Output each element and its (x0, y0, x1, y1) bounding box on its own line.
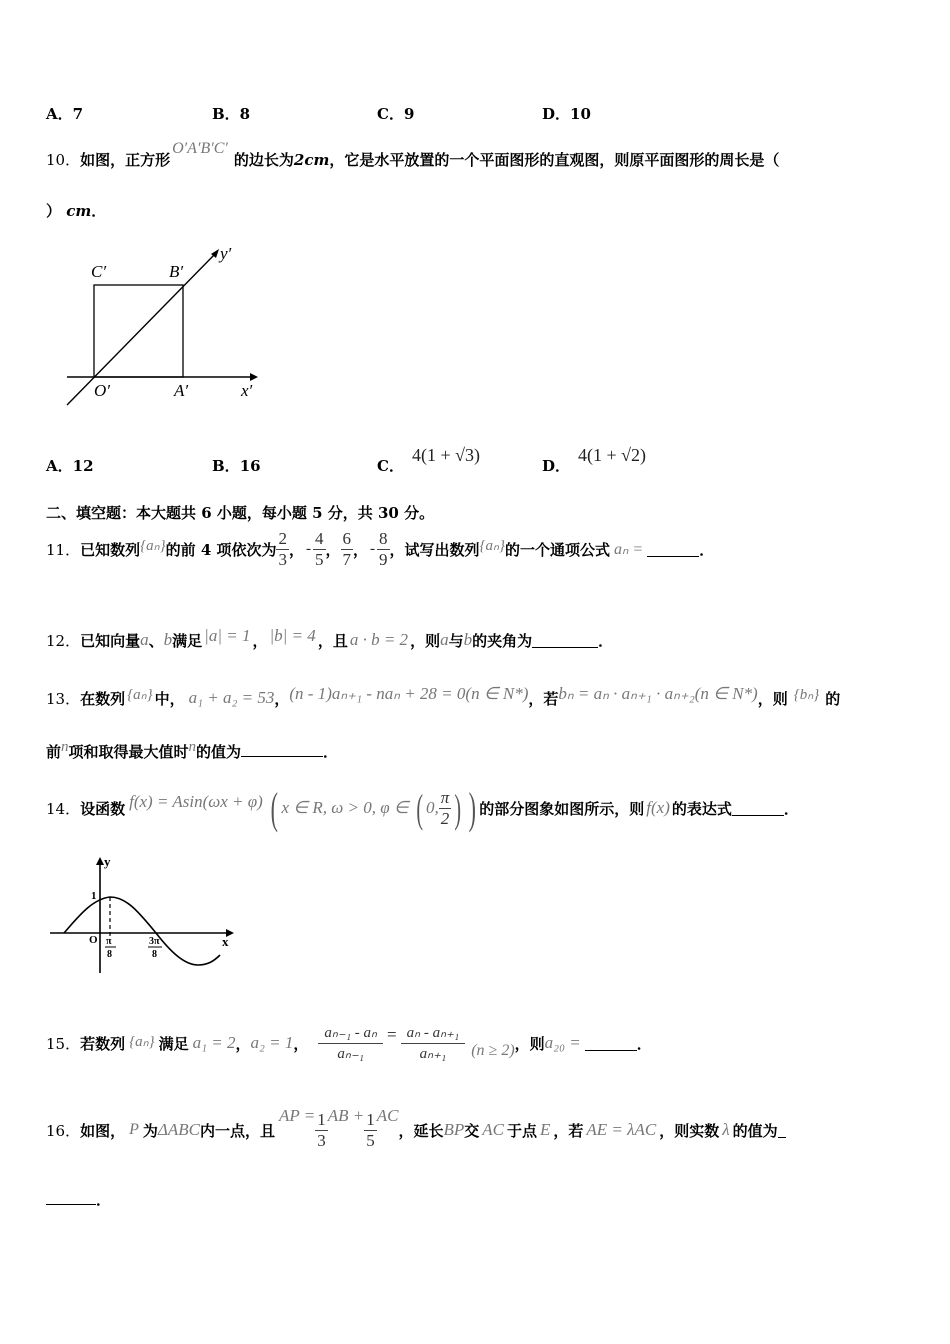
q12-cond-3: a · b = 2 (349, 630, 409, 649)
q9-option-a: A．7 (46, 105, 84, 123)
svg-text:O: O (89, 934, 98, 946)
q11-term-4: $\frac{8}{9}$ (379, 528, 388, 569)
q13-answer-blank[interactable] (241, 742, 323, 757)
q16-coef-1: $\frac{1}{3}$ (317, 1109, 326, 1150)
q14-graph (48, 855, 238, 975)
svg-text:π: π (106, 936, 112, 947)
q16-answer-blank[interactable] (46, 1190, 96, 1205)
q13-cond-1: a₁ + a₂ = 53 (188, 688, 275, 707)
q10-option-c: C．4(1 + √3) (377, 445, 480, 475)
q12-cond-1: |a| = 1 (204, 626, 251, 645)
svg-text:1: 1 (91, 890, 97, 902)
q13-cond-2: (n - 1)aₙ₊₁ - naₙ + 28 = 0(n ∈ N*) (289, 684, 529, 703)
label-o-prime: O′ (94, 381, 110, 400)
q11-term-2: $\frac{4}{5}$ (315, 528, 324, 569)
q15-answer-blank[interactable] (585, 1036, 637, 1051)
q10-number: 10． (46, 151, 81, 169)
q11-seq: {aₙ} (140, 537, 166, 554)
q10-figure (55, 235, 270, 410)
q10-rest: 的边长为 (233, 151, 294, 169)
q10-text (46, 140, 780, 170)
q15-frac-2: $\frac{\text{aₙ - aₙ₊₁}}{\text{aₙ₊₁}}$ (401, 1023, 466, 1064)
q13-cond-3: bₙ = aₙ · aₙ₊₁ · aₙ₊₂(n ∈ N*) (558, 684, 758, 703)
q13-text: 13． 在数列 {aₙ} 中， a₁ + a₂ = 53 ， (n - 1)aₙ₊₁ - naₙ + 28 = 0(n ∈ N*) ，若 bₙ = aₙ · aₙ₊₁ · aₙ₊₂(n ∈ N*) ，则 {bₙ} 的 (46, 684, 841, 708)
q14-text: 14． 设函数 f(x) = Asin(ωx + φ) ( x ∈ R, ω > 0, φ ∈ ( 0, $\frac{\pi}{2}$ ) ) 的部分图象如图所示，则 f(x) 的表达式 ． (46, 783, 799, 833)
q12-cond-2: |b| = 4 (269, 626, 316, 645)
svg-text:8: 8 (152, 949, 157, 960)
label-c-prime: C′ (91, 262, 107, 281)
q15-text: 15． 若数列 {aₙ} 满足 a₁ = 2 ， a₂ = 1 ， $\frac{\text{aₙ₋₁ - aₙ}}{\text{aₙ₋₁}}$ = $\frac{\text{aₙ - aₙ₊₁}}{\text{aₙ₊₁}}$ (n ≥ 2) ，则 a₂₀ = ． (46, 1024, 652, 1062)
q12-answer-blank[interactable] (532, 633, 598, 648)
q10-end2: ． (91, 202, 107, 220)
q15-frac-1: $\frac{\text{aₙ₋₁ - aₙ}}{\text{aₙ₋₁}}$ (318, 1023, 383, 1064)
q10-lead: 如图，正方形 (80, 151, 171, 169)
q10-end: ） (46, 202, 62, 220)
svg-text:8: 8 (107, 949, 112, 960)
q10-rest2: ，它是水平放置的一个平面图形的直观图，则原平面图形的周长是（ (329, 151, 780, 169)
q14-answer-blank[interactable] (732, 801, 784, 816)
q10-square-name: O′A′B′C′ (172, 140, 228, 157)
q16-coef-2: $\frac{1}{5}$ (366, 1109, 375, 1150)
label-a-prime: A′ (174, 381, 189, 400)
q10-option-a: A．12 (46, 457, 94, 475)
q11-term-3: $\frac{6}{7}$ (342, 528, 352, 569)
q10-side: 2cm (293, 151, 330, 169)
svg-text:x: x (222, 934, 229, 949)
label-b-prime: B′ (169, 262, 184, 281)
section2-title: 二、填空题：本大题共 6 小题，每小题 5 分，共 30 分。 (46, 504, 435, 522)
q10-text-line2 (46, 200, 106, 221)
svg-text:y: y (104, 855, 111, 869)
q11-formula: aₙ = (614, 541, 644, 558)
q11-answer-blank[interactable] (647, 542, 699, 557)
q10-option-d: D．4(1 + √2) (542, 445, 647, 475)
q13-text-line2: 前n项和取得最大值时n的值为 ． (46, 739, 339, 761)
q9-option-b: B．8 (212, 105, 251, 123)
q9-option-c: C．9 (377, 105, 415, 123)
q12-text: 12． 已知向量 a 、 b 满足 |a| = 1 ， |b| = 4 ，且 a · b = 2 ，则 a 与 b 的夹角为 ． (46, 626, 614, 650)
q10-unit: cm (66, 202, 92, 220)
q10-option-b: B．16 (212, 457, 261, 475)
q16-text-line2: ． (46, 1189, 111, 1210)
q11-text: 11． 已知数列 {aₙ} 的前 4 项依次为 $\frac{2}{3}$ ， - $\frac{4}{5}$ ， $\frac{6}{7}$ ， - $\frac{8}{9}$ ，试写出数列 {aₙ} 的一个通项公式 aₙ = ． (46, 528, 715, 569)
svg-text:3π: 3π (149, 936, 160, 947)
label-y-prime: y′ (220, 244, 232, 263)
q16-text: 16． 如图， P 为 ΔABC 内一点，且 AP = $\frac{1}{3}$ AB + $\frac{1}{5}$ AC ，延长 BP 交 AC 于点 E ，若 AE = λAC ，则实数 λ 的值为 (46, 1100, 786, 1160)
q9-option-d: D．10 (542, 105, 591, 123)
q11-term-1: $\frac{2}{3}$ (278, 528, 287, 569)
label-x-prime: x′ (241, 381, 253, 400)
q14-formula: f(x) = Asin(ωx + φ) (129, 792, 263, 811)
